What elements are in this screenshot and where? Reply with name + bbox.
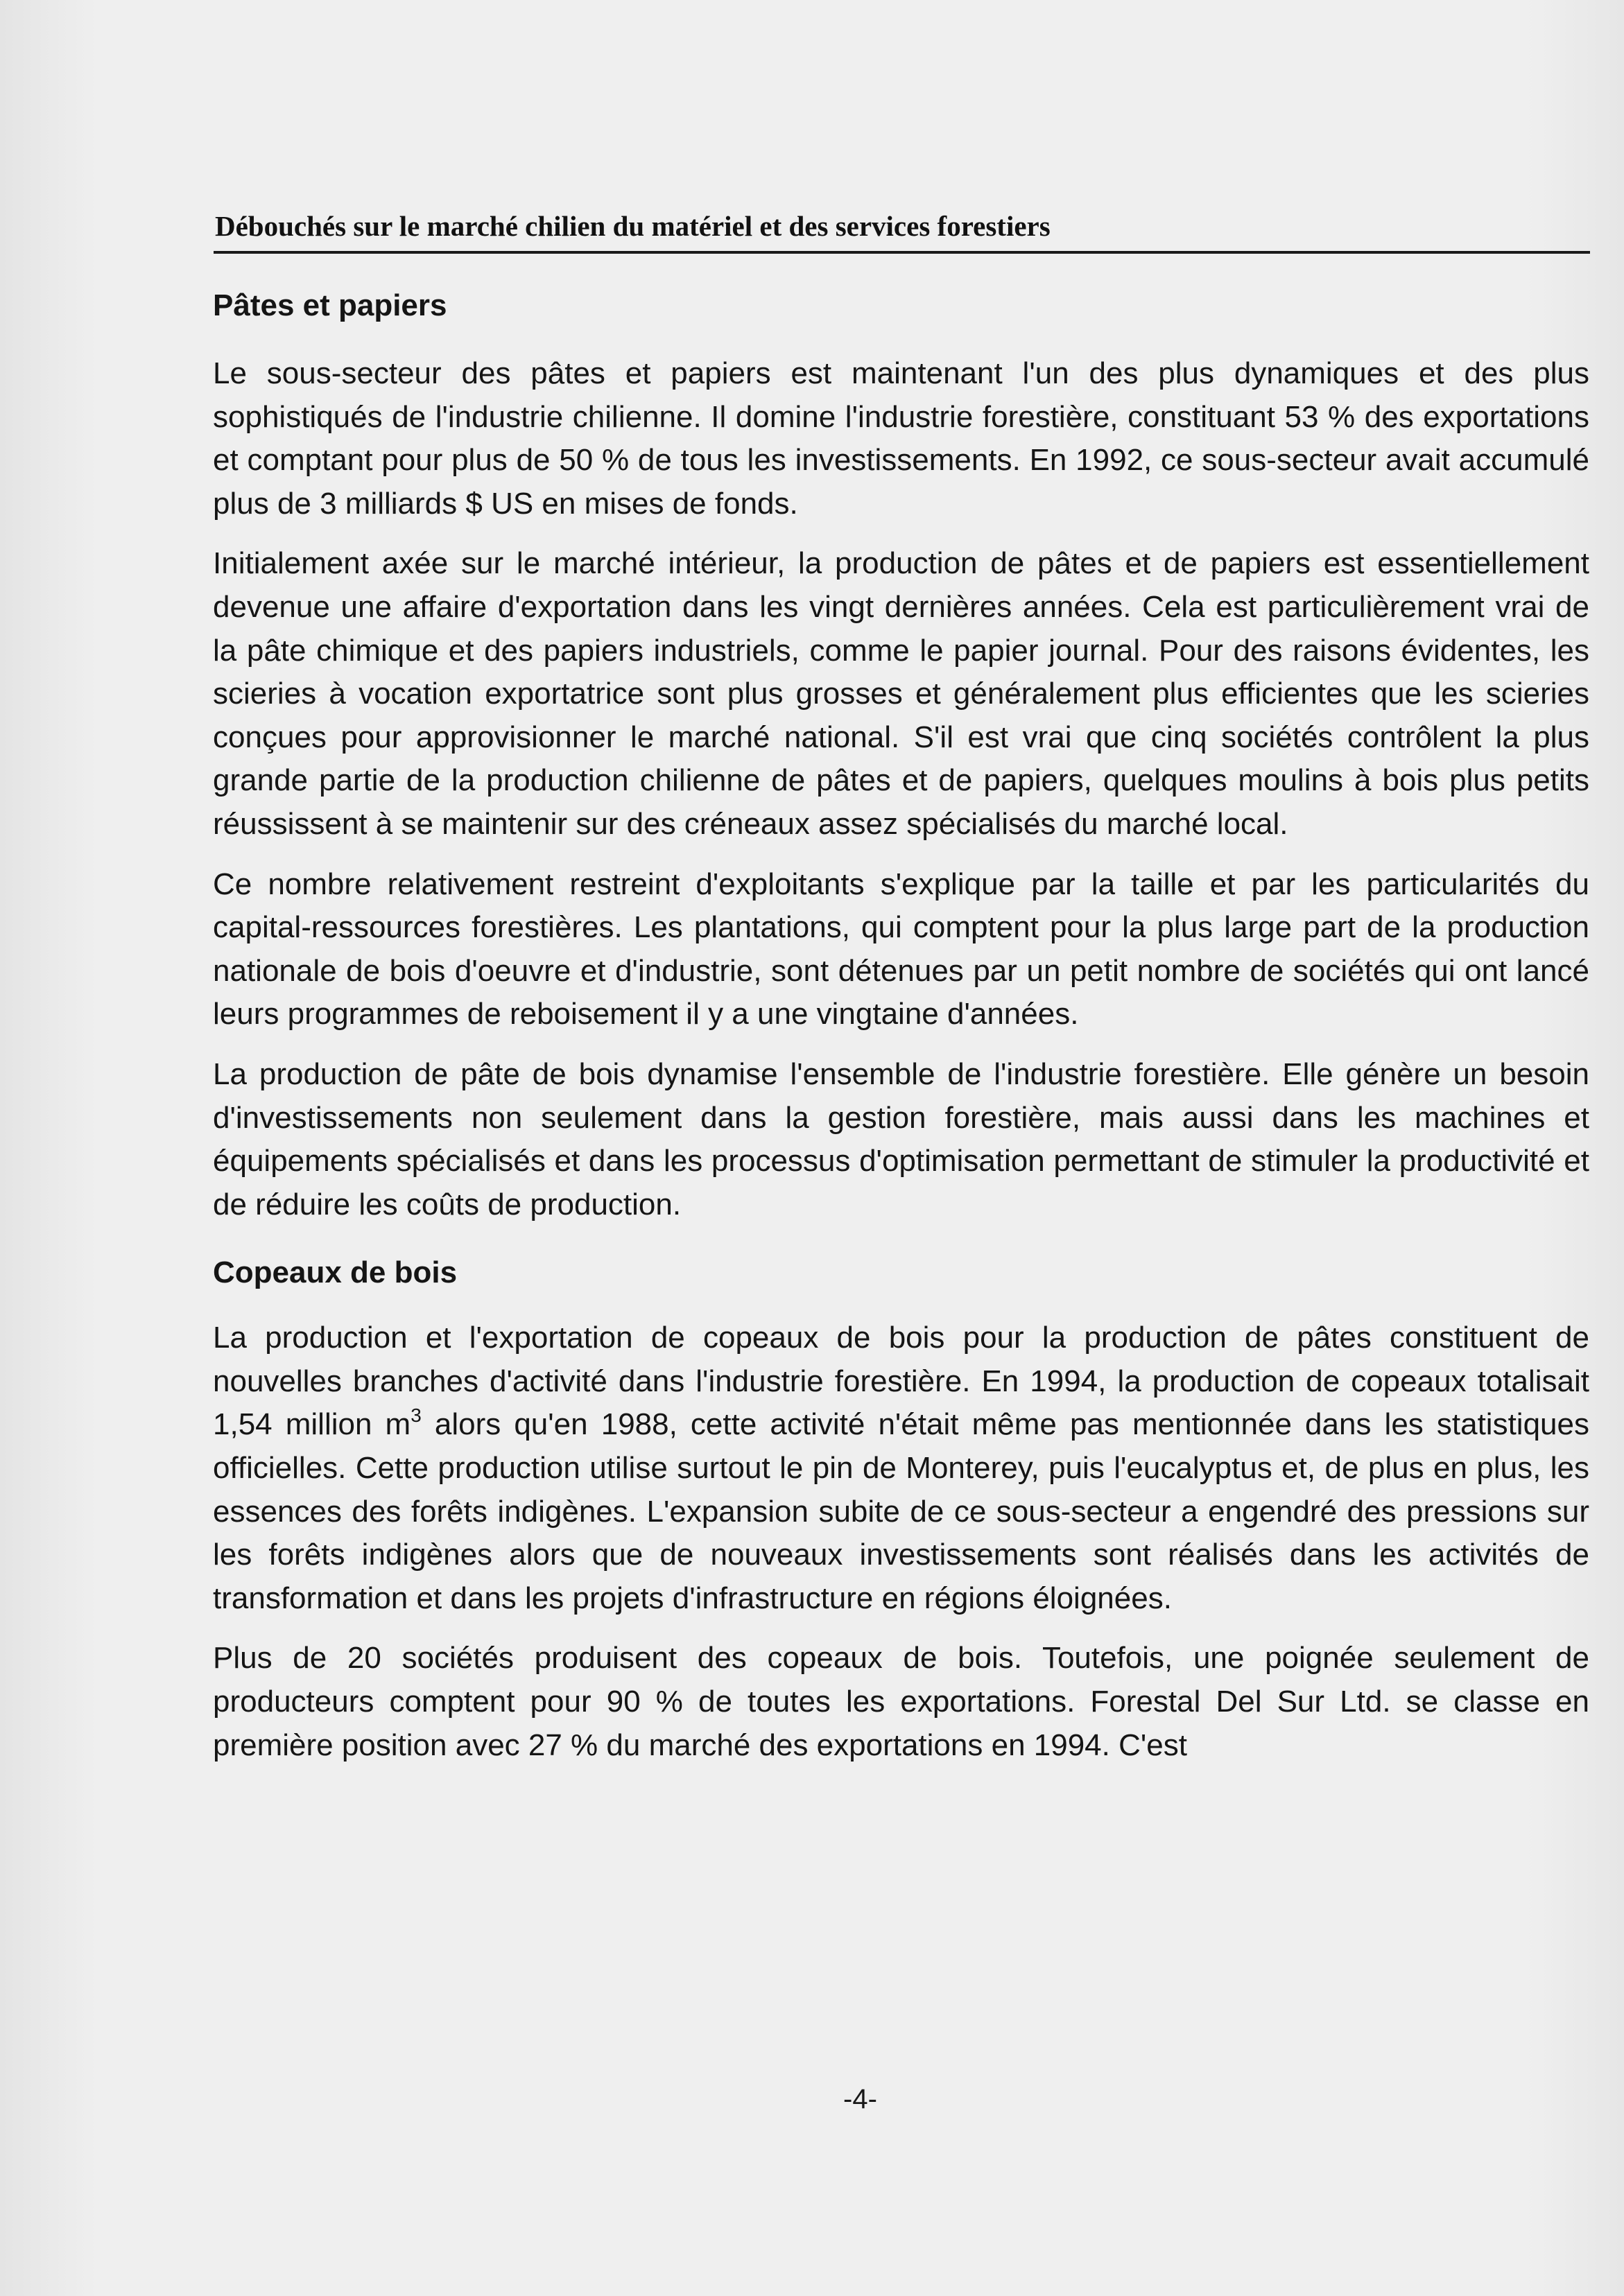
paragraph-text-end: alors qu'en 1988, cette activité n'était même pas mentionnée dans les statistiques officielles. Cette production utilise surtout le pin de Monterey, puis l'eucalyptus et, de plus en plus, les essences des forêts indigènes. L'expansion subite de ce sous-secteur a engendré des pressions sur les forêts indigènes alors que de nouveaux investissements sont réalisés dans les activités de transformation et dans les projets d'infrastructure en régions éloignées. <box>213 1407 1589 1615</box>
document-body <box>213 275 1589 1767</box>
section-heading-pates-papiers: Pâtes et papiers <box>213 288 447 322</box>
running-header <box>214 207 1590 254</box>
page-number: -4- <box>843 2084 877 2114</box>
paragraph: Le sous-secteur des pâtes et papiers est maintenant l'un des plus dynamiques et des plus sophistiqués de l'industrie chilienne. Il domine l'industrie forestière, constituant 53 % des exportations et comptant pour plus de 50 % de tous les investissements. En 1992, ce sous-secteur avait accumulé plus de 3 milliards $ US en mises de fonds. <box>213 356 1589 521</box>
paragraph: Ce nombre relativement restreint d'exploitants s'explique par la taille et par les particularités du capital-ressources forestières. Les plantations, qui comptent pour la plus large part de la production nationale de bois d'oeuvre et d'industrie, sont détenues par un petit nombre de sociétés qui ont lancé leurs programmes de reboisement il y a une vingtaine d'années. <box>213 867 1589 1032</box>
section-heading-copeaux-bois: Copeaux de bois <box>213 1255 458 1290</box>
paragraph: La production de pâte de bois dynamise l'ensemble de l'industrie forestière. Elle génère un besoin d'investissements non seulement dans la gestion forestière, mais aussi dans les machines et équipements spécialisés et dans les processus d'optimisation permettant de stimuler la productivité et de réduire les coûts de production. <box>213 1056 1589 1221</box>
paragraph: Initialement axée sur le marché intérieur, la production de pâtes et de papiers est essentiellement devenue une affaire d'exportation dans les vingt dernières années. Cela est particulièrement vrai de la pâte chimique et des papiers industriels, comme le papier journal. Pour des raisons évidentes, les scieries à vocation exportatrice sont plus grosses et généralement plus efficientes que les scieries conçues pour approvisionner le marché national. S'il est vrai que cinq sociétés contrôlent la plus grande partie de la production chilienne de pâtes et de papiers, quelques moulins à bois plus petits réussissent à se maintenir sur des créneaux assez spécialisés du marché local. <box>213 546 1589 841</box>
paragraph <box>213 1316 1589 1620</box>
running-header-title: Débouchés sur le marché chilien du matériel et des services forestiers <box>215 210 1051 242</box>
paragraph: Plus de 20 sociétés produisent des copeaux de bois. Toutefois, une poignée seulement de producteurs comptent pour 90 % de toutes les exportations. Forestal Del Sur Ltd. se classe en première position avec 27 % du marché des exportations en 1994. C'est <box>213 1641 1589 1762</box>
superscript: 3 <box>411 1404 422 1427</box>
paragraph-text-start: La production et l'exportation de copeaux de bois pour la production de pâtes constituent de nouvelles branches d'activité dans l'industrie forestière. En 1994, la production de copeaux totalisait 1,54 million m <box>213 1321 1589 1442</box>
